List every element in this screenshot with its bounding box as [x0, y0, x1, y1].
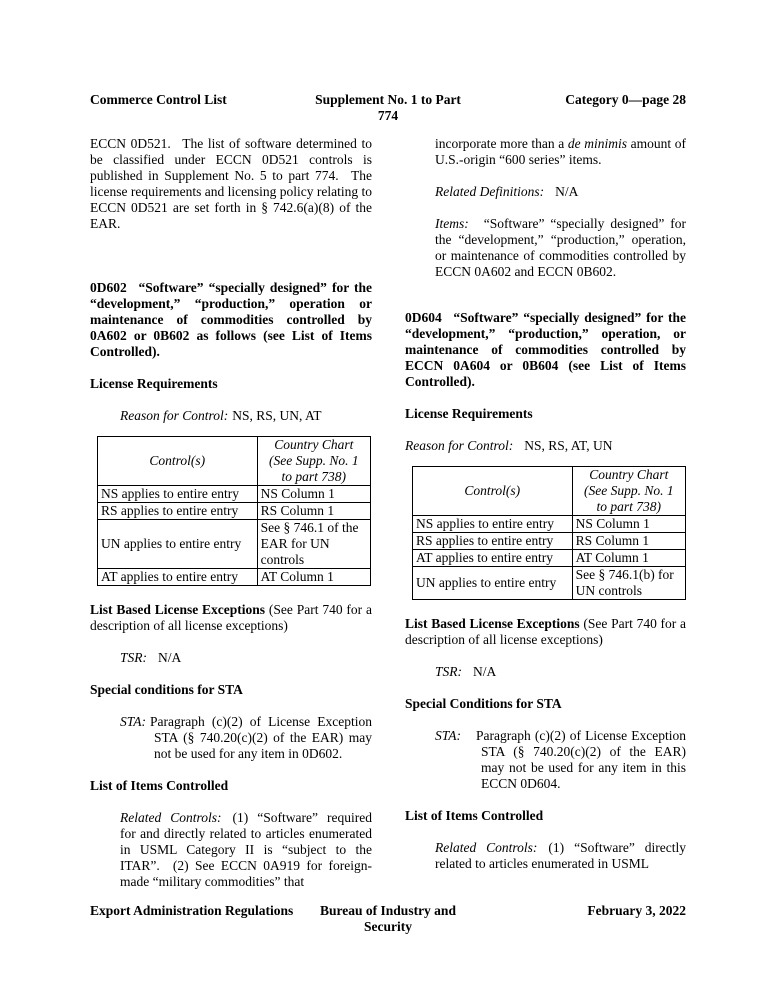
header-page-number: Category 0—page 28	[565, 92, 686, 107]
table-header-row	[98, 437, 371, 486]
chart-cell: AT Column 1	[257, 569, 370, 586]
control-cell: UN applies to entire entry	[413, 567, 573, 600]
related-controls-label: Related Controls:	[435, 840, 538, 855]
chart-cell: See § 746.1 of the EAR for UN controls	[257, 520, 370, 569]
control-cell: RS applies to entire entry	[413, 533, 573, 550]
two-column-body	[90, 136, 686, 906]
table-header-line: Country Chart	[274, 437, 354, 452]
table-row	[98, 520, 371, 569]
reason-for-control-0d604	[405, 438, 686, 454]
tsr-line-0d604	[405, 664, 686, 680]
header-supplement-title: Supplement No. 1 to Part 774	[315, 92, 461, 123]
special-conditions-sta-heading-0d604: Special Conditions for STA	[405, 696, 562, 711]
header-document-title: Commerce Control List	[90, 92, 227, 107]
tsr-label: TSR:	[435, 664, 462, 679]
reason-for-control-label: Reason for Control:	[405, 438, 514, 453]
heading-0d604: 0D604 “Software” “specially designed” for the “development,” “production,” operation, or maintenance of commodities controlled by ECCN 0A604 or 0B604 (see List of Items Controlled).	[405, 310, 686, 389]
items-text: “Software” “specially designed” for the “development,” “production,” operation, or maintenance of commodities controlled by ECCN 0A602 and ECCN 0B602.	[435, 216, 686, 279]
table-header-line: to part 738)	[281, 469, 347, 484]
sta-paragraph-0d602	[90, 714, 372, 762]
footer-date: February 3, 2022	[587, 903, 686, 918]
table-row	[98, 569, 371, 586]
table-header-line: Country Chart	[589, 467, 669, 482]
reason-for-control-label: Reason for Control:	[120, 408, 229, 423]
table-header-country-chart	[257, 437, 370, 486]
table-header-line: (See Supp. No. 1	[583, 483, 674, 498]
table-header-row	[413, 467, 686, 516]
sta-label: STA:	[120, 714, 146, 729]
sta-paragraph-0d604	[405, 728, 686, 792]
license-requirements-heading-0d604: License Requirements	[405, 406, 533, 421]
paragraph-eccn-0d521: ECCN 0D521. The list of software determined to be classified under ECCN 0D521 controls is published in Supplement No. 5 to part 774. The license requirements and licensing policy relating to ECCN 0D521 are set forth in § 742.6(a)(8) of the EAR.	[90, 136, 372, 231]
table-header-line: to part 738)	[596, 499, 662, 514]
tsr-label: TSR:	[120, 650, 147, 665]
list-based-exceptions-label: List Based License Exceptions	[405, 616, 580, 631]
items-paragraph-0d602	[405, 216, 686, 280]
control-cell: AT applies to entire entry	[98, 569, 258, 586]
footer-regulations-title: Export Administration Regulations	[90, 903, 294, 918]
chart-cell: RS Column 1	[572, 533, 685, 550]
related-definitions-0d602	[405, 184, 686, 200]
right-column	[405, 136, 686, 906]
list-of-items-heading-0d602: List of Items Controlled	[90, 778, 229, 793]
list-based-exceptions-0d602	[90, 602, 372, 634]
chart-cell: NS Column 1	[257, 486, 370, 503]
table-row	[413, 516, 686, 533]
continuation-text-start: incorporate more than a	[435, 136, 568, 151]
list-based-exceptions-rest: (See Part 740 for a description of all license exceptions)	[405, 616, 686, 647]
footer-bureau-title: Bureau of Industry and Security	[320, 903, 456, 934]
items-label: Items:	[435, 216, 469, 231]
chart-cell: RS Column 1	[257, 503, 370, 520]
country-chart-table-0d604	[412, 466, 686, 600]
left-column	[90, 136, 372, 906]
heading-0d602: 0D602 “Software” “specially designed” for the “development,” “production,” operation or maintenance of commodities controlled by 0A602 or 0B602 as follows (see List of Items Controlled).	[90, 280, 372, 359]
running-header	[90, 92, 686, 124]
control-cell: NS applies to entire entry	[98, 486, 258, 503]
table-header-line: (See Supp. No. 1	[268, 453, 359, 468]
list-of-items-heading-0d604: List of Items Controlled	[405, 808, 544, 823]
tsr-value: N/A	[158, 650, 182, 665]
table-header-controls: Control(s)	[98, 437, 258, 486]
table-row	[98, 503, 371, 520]
table-row	[98, 486, 371, 503]
continuation-text-end: amount of U.S.-origin “600 series” items.	[435, 136, 686, 167]
running-footer	[90, 903, 686, 935]
chart-cell: AT Column 1	[572, 550, 685, 567]
related-controls-text: (1) “Software” required for and directly related to articles enumerated in USML Category II is “subject to the ITAR”. (2) See ECCN 0A919 for foreign-made “military commodities” that	[120, 810, 372, 889]
sta-text: Paragraph (c)(2) of License Exception STA (§ 740.20(c)(2) of the EAR) may not be used for any item in this ECCN 0D604.	[476, 728, 686, 791]
control-cell: AT applies to entire entry	[413, 550, 573, 567]
sta-text: Paragraph (c)(2) of License Exception STA (§ 740.20(c)(2) of the EAR) may not be used for any item in 0D602.	[150, 714, 372, 761]
de-minimis-italic: de minimis	[567, 136, 628, 151]
related-controls-0d602	[90, 810, 372, 890]
list-based-exceptions-0d604	[405, 616, 686, 648]
related-controls-label: Related Controls:	[120, 810, 222, 825]
special-conditions-sta-heading-0d602: Special conditions for STA	[90, 682, 243, 697]
table-header-country-chart	[572, 467, 685, 516]
control-cell: UN applies to entire entry	[98, 520, 258, 569]
related-controls-0d604	[405, 840, 686, 872]
table-header-controls: Control(s)	[413, 467, 573, 516]
tsr-line-0d602	[90, 650, 372, 666]
chart-cell: See § 746.1(b) for UN controls	[572, 567, 685, 600]
list-based-exceptions-rest: (See Part 740 for a description of all license exceptions)	[90, 602, 372, 633]
control-cell: NS applies to entire entry	[413, 516, 573, 533]
reason-for-control-0d602	[90, 408, 372, 424]
country-chart-table-0d602	[97, 436, 371, 586]
control-cell: RS applies to entire entry	[98, 503, 258, 520]
related-controls-text: (1) “Software” directly related to articles enumerated in USML	[435, 840, 686, 871]
sta-label: STA:	[435, 728, 461, 743]
related-definitions-value: N/A	[555, 184, 579, 199]
tsr-value: N/A	[473, 664, 497, 679]
table-row	[413, 533, 686, 550]
related-definitions-label: Related Definitions:	[435, 184, 545, 199]
chart-cell: NS Column 1	[572, 516, 685, 533]
related-controls-continuation	[405, 136, 686, 168]
reason-for-control-values: NS, RS, UN, AT	[232, 408, 322, 423]
reason-for-control-values: NS, RS, AT, UN	[524, 438, 613, 453]
table-row	[413, 550, 686, 567]
list-based-exceptions-label: List Based License Exceptions	[90, 602, 266, 617]
license-requirements-heading-0d602: License Requirements	[90, 376, 218, 391]
table-row	[413, 567, 686, 600]
